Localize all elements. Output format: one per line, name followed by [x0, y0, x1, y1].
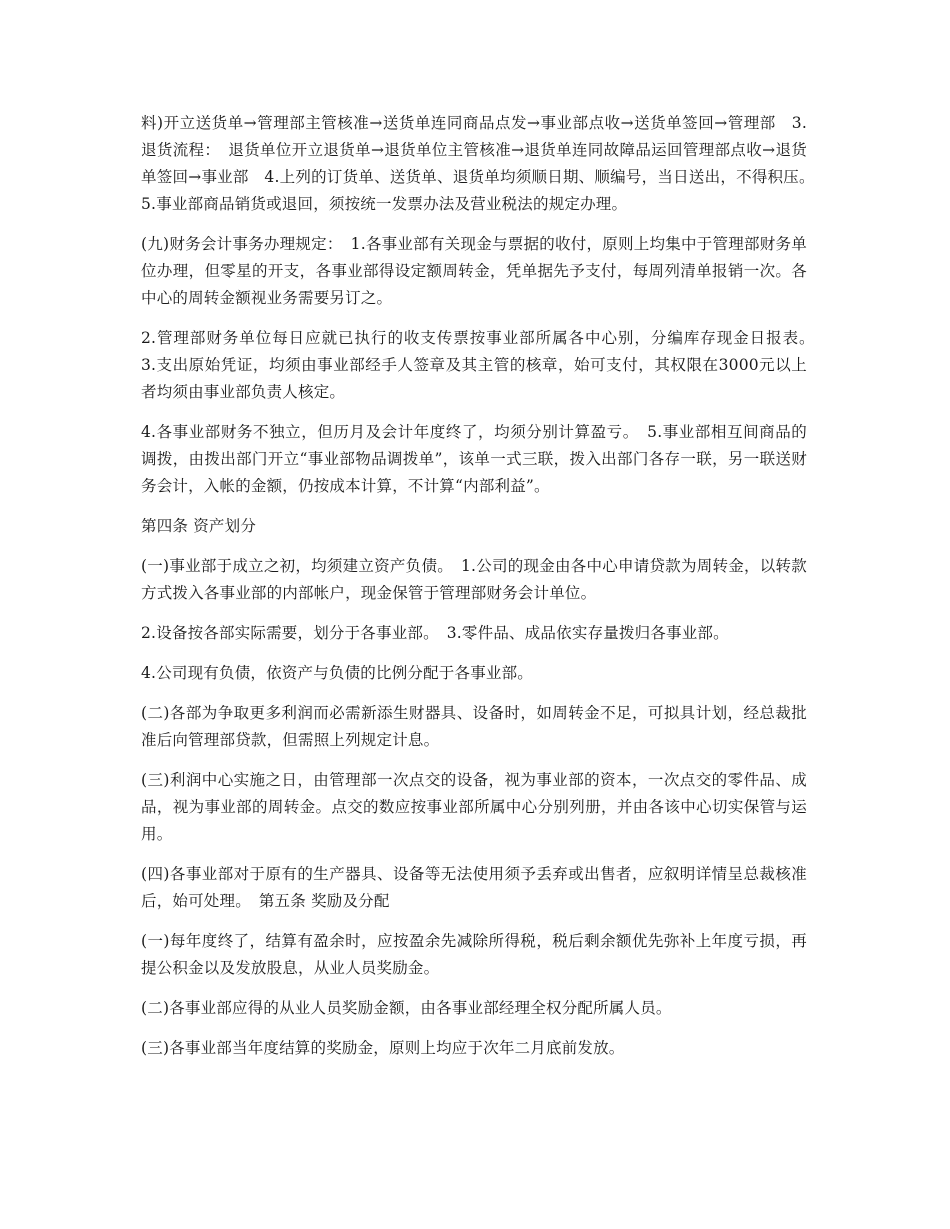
paragraph-bonus-allocation: (二)各事业部应得的从业人员奖励金额，由各事业部经理全权分配所属人员。	[141, 999, 672, 1017]
paragraph-liabilities: 4.公司现有负债，依资产与负债的比例分配于各事业部。	[141, 664, 533, 682]
paragraph-finance-rules: (九)财务会计事务办理规定： 1.各事业部有关现金与票据的收付，原则上均集中于管理部财务单位办理，但零星的开支，各事业部得设定额周转金，凭单据先予支付，每周列清单报销一次。各中心的周转金额视业务需要另订之。	[141, 235, 807, 307]
paragraph-profit-center: (三)利润中心实施之日，由管理部一次点交的设备，视为事业部的资本，一次点交的零件品、成品，视为事业部的周转金。点交的数应按事业部所属中心分别列册，并由各该中心切实保管与运用。	[141, 771, 807, 843]
document-page	[141, 110, 823, 1075]
paragraph-equipment: 2.设备按各部实际需要，划分于各事业部。 3.零件品、成品依实存量拨归各事业部。	[141, 624, 729, 642]
paragraph-daily-cash-report: 2.管理部财务单位每日应就已执行的收支传票按事业部所属各中心别，分编库存现金日报表。 3.支出原始凭证，均须由事业部经手人签章及其主管的核章，始可支付，其权限在3000元以上者均须由事业部负责人核定。	[141, 329, 823, 401]
paragraph-year-end-surplus: (一)每年度终了，结算有盈余时，应按盈余先减除所得税，税后剩余额优先弥补上年度亏损，再提公积金以及发放股息，从业人员奖励金。	[141, 932, 807, 977]
paragraph-disposal: (四)各事业部对于原有的生产器具、设备等无法使用须予丢弃或出售者，应叙明详情呈总裁核准后，始可处理。 第五条 奖励及分配	[141, 865, 807, 910]
paragraph-delivery-return-process: 料)开立送货单→管理部主管核准→送货单连同商品点发→事业部点收→送货单签回→管理部 3.退货流程： 退货单位开立退货单→退货单位主管核准→退货单连同故障品运回管理部点收→退货单签回→事业部 4.上列的订货单、送货单、退货单均须顺日期、顺编号，当日送出，不得积压。 5.事业部商品销货或退回，须按统一发票办法及营业税法的规定办理。	[141, 114, 823, 213]
section-heading-asset-division: 第四条 资产划分	[141, 517, 257, 535]
paragraph-assets-liabilities: (一)事业部于成立之初，均须建立资产负债。 1.公司的现金由各中心申请贷款为周转金，以转款方式拨入各事业部的内部帐户，现金保管于管理部财务会计单位。	[141, 557, 807, 602]
paragraph-bonus-payment: (三)各事业部当年度结算的奖励金，原则上均应于次年二月底前发放。	[141, 1039, 625, 1057]
paragraph-profit-loss: 4.各事业部财务不独立，但历月及会计年度终了，均须分别计算盈亏。 5.事业部相互间商品的调拨，由拨出部门开立“事业部物品调拨单”，该单一式三联，拨入出部门各存一联，另一联送财务会计，入帐的金额，仍按成本计算，不计算“内部利益”。	[141, 423, 807, 495]
paragraph-new-equipment-loan: (二)各部为争取更多利润而必需新添生财器具、设备时，如周转金不足，可拟具计划，经总裁批准后向管理部贷款，但需照上列规定计息。	[141, 704, 807, 749]
